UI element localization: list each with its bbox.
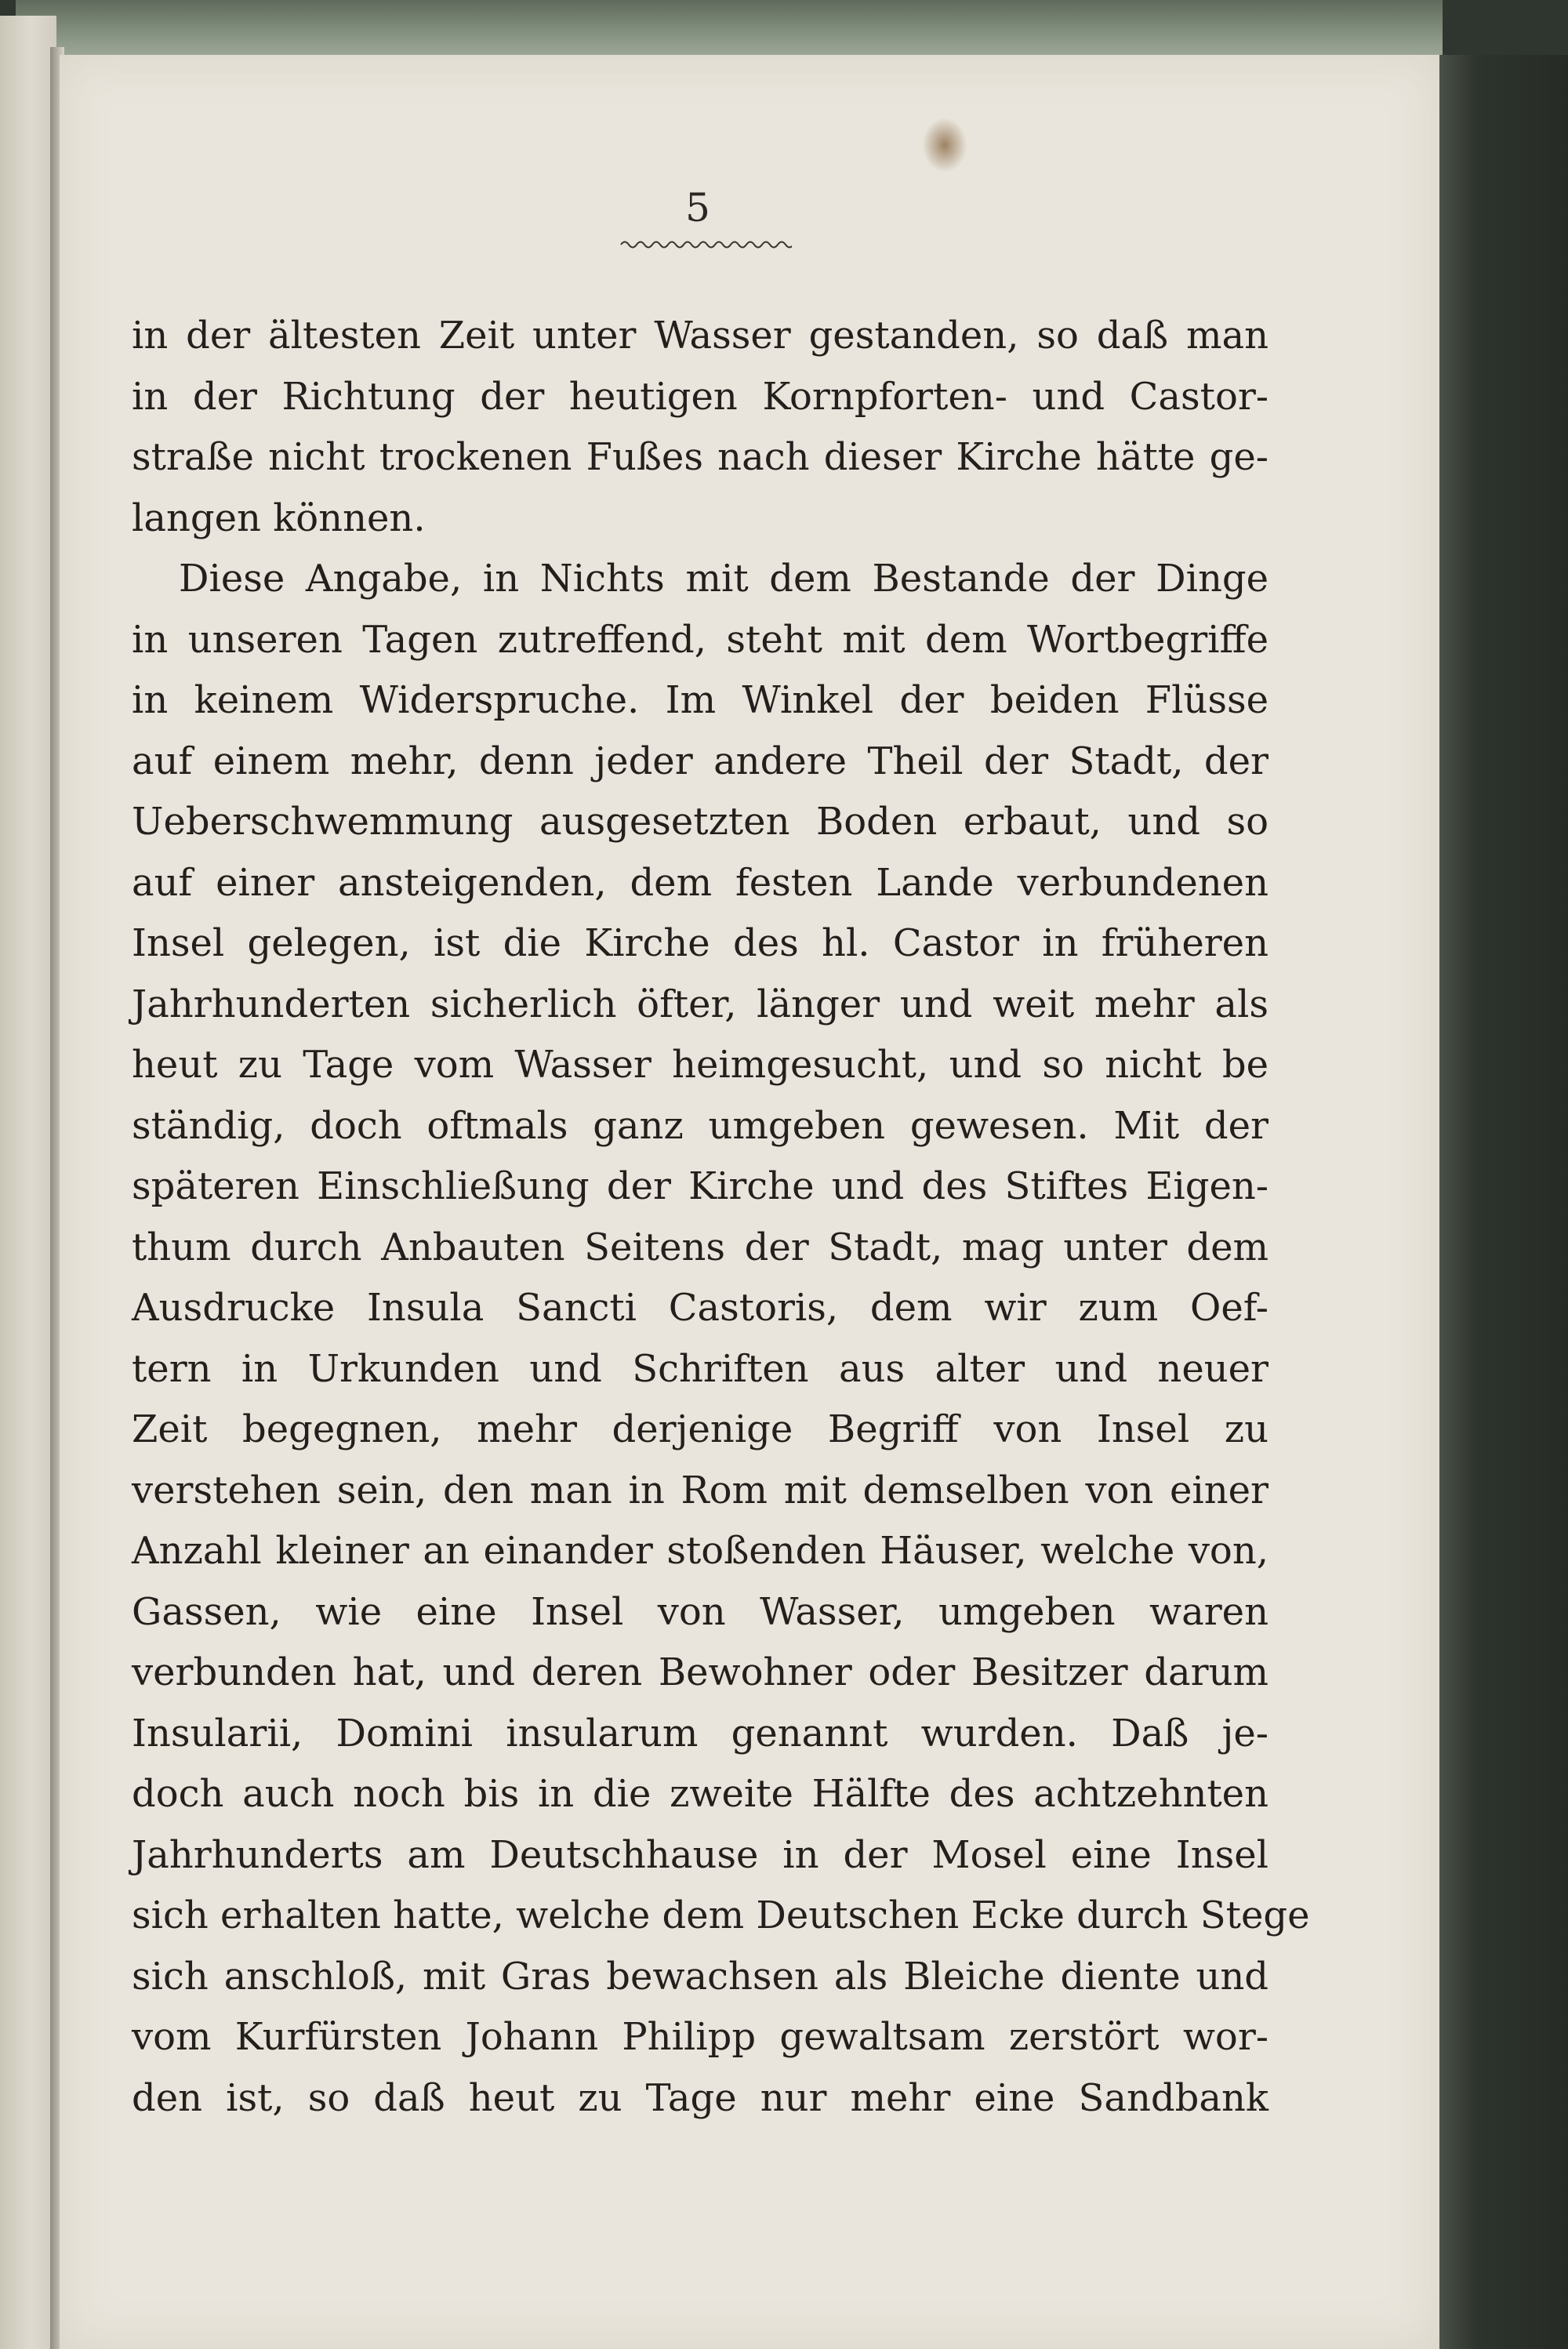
page-number-ornament [619,238,792,252]
text-line: verstehen sein, den man in Rom mit demselben von einer [132,1468,1269,1512]
text-line: sich erhalten hatte, welche dem Deutschen Ecke durch Stege [132,1893,1310,1937]
text-line: straße nicht trockenen Fußes nach dieser Kirche hätte ge- [132,435,1269,479]
text-line: auf einer ansteigenden, dem festen Lande verbundenen [132,860,1269,905]
text-line: Jahrhunderts am Deutschhause in der Mosel eine Insel [132,1832,1269,1877]
text-line: vom Kurfürsten Johann Philipp gewaltsam zerstört wor- [132,2015,1269,2059]
page-number: 5 [685,185,710,231]
text-line: Ausdrucke Insula Sancti Castoris, dem wir zum Oef- [132,1286,1269,1330]
text-line: Zeit begegnen, mehr derjenige Begriff von Insel zu [132,1407,1269,1451]
text-line: heut zu Tage vom Wasser heimgesucht, und so nicht be [132,1043,1269,1087]
text-line: in der Richtung der heutigen Kornpforten- und Castor- [132,374,1269,419]
text-line: Insel gelegen, ist die Kirche des hl. Castor in früheren [132,921,1269,965]
text-line: Jahrhunderten sicherlich öfter, länger und weit mehr als [132,982,1269,1026]
text-line: doch auch noch bis in die zweite Hälfte des achtzehnten [132,1772,1269,1816]
text-line: langen können. [132,496,426,540]
right-cover-edge [1439,55,1568,2349]
text-line: in keinem Widerspruche. Im Winkel der beiden Flüsse [132,678,1269,722]
body-text [132,306,1310,2129]
text-line: den ist, so daß heut zu Tage nur mehr eine Sandbank [132,2075,1269,2120]
text-line: Insularii, Domini insularum genannt wurden. Daß je- [132,1711,1269,1755]
text-line: Gassen, wie eine Insel von Wasser, umgeben waren [132,1589,1269,1634]
text-line: tern in Urkunden und Schriften aus alter und neuer [132,1346,1269,1391]
text-line: thum durch Anbauten Seitens der Stadt, mag unter dem [132,1225,1269,1269]
text-line: ständig, doch oftmals ganz umgeben gewesen. Mit der [132,1103,1269,1148]
left-binding-edge [0,16,56,2349]
text-line: späteren Einschließung der Kirche und des Stiftes Eigen- [132,1164,1269,1208]
text-line: in der ältesten Zeit unter Wasser gestanden, so daß man [132,314,1269,358]
text-line: Anzahl kleiner an einander stoßenden Häuser, welche von, [132,1529,1269,1573]
text-line: auf einem mehr, denn jeder andere Theil der Stadt, der [132,739,1269,783]
text-line: Diese Angabe, in Nichts mit dem Bestande der Dinge [179,557,1269,601]
text-line: Ueberschwemmung ausgesetzten Boden erbaut, und so [132,800,1269,844]
paper-stain [922,118,967,172]
text-line: verbunden hat, und deren Bewohner oder Besitzer darum [132,1650,1269,1694]
text-line: in unseren Tagen zutreffend, steht mit dem Wortbegriffe [132,617,1269,662]
text-line: sich anschloß, mit Gras bewachsen als Bleiche diente und [132,1954,1269,1999]
